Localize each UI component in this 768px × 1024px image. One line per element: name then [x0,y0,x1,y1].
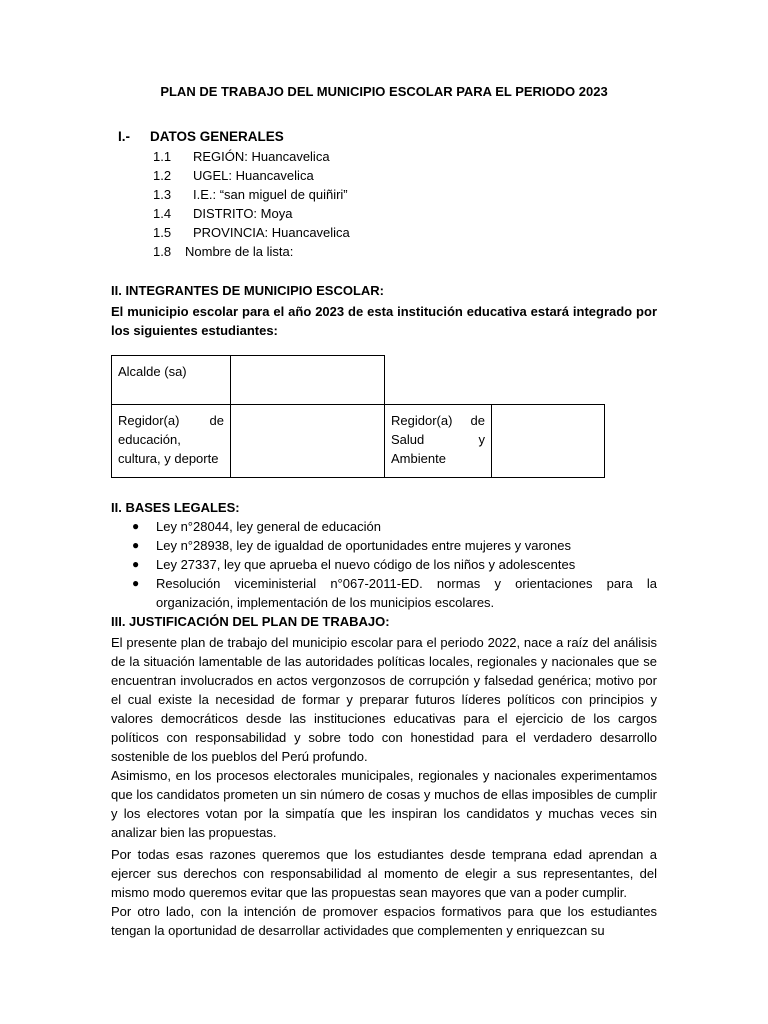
bullet-icon: ● [132,576,140,590]
item-text: DISTRITO: Moya [193,206,293,221]
general-data-item [153,168,314,183]
list-item [111,574,657,612]
list-item-text: Ley n°28044, ley general de educación [156,519,381,534]
item-text: PROVINCIA: Huancavelica [193,225,350,240]
table-cell-regidor-salud-value [491,404,605,478]
justification-paragraph: El presente plan de trabajo del municipio escolar para el periodo 2022, nace a raíz del análisis de la situación lamentable de las autoridades políticas locales, regionales y nacionales que se encuentran involucrados en actos vergonzosos de corrupción y falsedad genérica; motivo por el cual existe la necesidad de formar y preparar futuros líderes políticos con principios y valores democráticos desde las instituciones educativas para el ejercicio de los cargos políticos con responsabilidad y sobre todo con honestidad para el verdadero desarrollo sostenible de los pueblos del Perú profundo. [111,635,657,764]
item-text: REGIÓN: Huancavelica [193,149,330,164]
item-number: 1.1 [153,149,172,164]
table-cell-regidor-educacion [111,404,231,478]
item-text: UGEL: Huancavelica [193,168,314,183]
table-cell-regidor-educacion-value [230,404,385,478]
section3-heading: II. BASES LEGALES: [111,500,240,515]
list-item-text: Resolución viceministerial n°067-2011-ED. normas y orientaciones para la organización, implementación de los municipios escolares. [156,576,657,610]
item-number: 1.3 [153,187,172,202]
document-title: PLAN DE TRABAJO DEL MUNICIPIO ESCOLAR PARA EL PERIODO 2023 [160,84,608,99]
regidor-educacion-label: Regidor(a) de educación, cultura, y deporte [118,413,224,466]
table-cell-alcalde-value [230,355,385,405]
list-item-text: Ley n°28938, ley de igualdad de oportunidades entre mujeres y varones [156,538,571,553]
alcalde-label: Alcalde (sa) [118,364,187,379]
item-number: 1.4 [153,206,172,221]
general-data-item [153,149,330,164]
general-data-item [153,187,348,202]
justification-paragraph: Por otro lado, con la intención de promover espacios formativos para que los estudiantes tengan la oportunidad de desarrollar actividades que complementen y enriquezcan su [111,904,657,938]
list-item [111,555,657,574]
table-cell-alcalde [111,355,231,405]
section1-heading: DATOS GENERALES [150,129,284,144]
legal-bases-list [111,517,657,612]
section2-intro: El municipio escolar para el año 2023 de esta institución educativa estará integrado por los siguientes estudiantes: [111,304,657,338]
list-item [111,517,657,536]
section1-number: I.- [118,129,130,144]
bullet-icon: ● [132,519,140,533]
item-number: 1.2 [153,168,172,183]
list-item [111,536,657,555]
justification-paragraph: Asimismo, en los procesos electorales municipales, regionales y nacionales experimentamos que los candidatos prometen un sin número de cosas y muchos de ellas imposibles de cumplir y los electores votan por la simpatía que les inspiran los candidatos y muchas veces sin analizar bien las propuestas. [111,768,657,840]
section4-heading: III. JUSTIFICACIÓN DEL PLAN DE TRABAJO: [111,614,390,629]
item-number: 1.8 [153,244,172,259]
table-cell-regidor-salud [384,404,492,478]
item-number: 1.5 [153,225,172,240]
bullet-icon: ● [132,538,140,552]
general-data-item [153,225,350,240]
list-item-text: Ley 27337, ley que aprueba el nuevo código de los niños y adolescentes [156,557,576,572]
general-data-item [153,244,293,259]
general-data-item [153,206,292,221]
justification-paragraph: Por todas esas razones queremos que los estudiantes desde temprana edad aprendan a ejercer sus derechos con responsabilidad al momento de elegir a sus representantes, del mismo modo queremos evitar que las propuestas sean mayores que van a poder cumplir. [111,847,657,900]
item-text: I.E.: “san miguel de quiñiri” [193,187,348,202]
regidor-salud-label: Regidor(a) de Salud y Ambiente [391,413,485,466]
item-text: Nombre de la lista: [185,244,294,259]
bullet-icon: ● [132,557,140,571]
section2-heading: II. INTEGRANTES DE MUNICIPIO ESCOLAR: [111,283,385,298]
